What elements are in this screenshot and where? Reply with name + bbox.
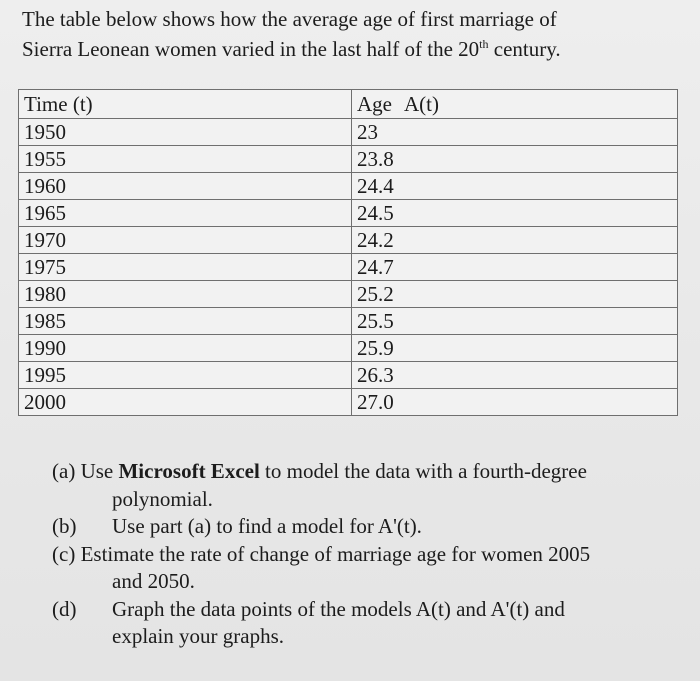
question-a	[52, 458, 682, 513]
question-d-text: Graph the data points of the models A(t) and A'(t) and	[112, 596, 565, 621]
cell-age: 23	[352, 119, 678, 146]
question-a-label: (a)	[52, 459, 81, 483]
intro-line-2-text: Sierra Leonean women varied in the last half of the 20	[22, 37, 480, 61]
question-c-line	[52, 542, 590, 566]
question-a-continuation: polynomial.	[112, 486, 213, 511]
cell-time: 1995	[19, 362, 352, 389]
intro-line-1: The table below shows how the average age of first marriage of	[22, 7, 557, 31]
question-b-text: Use part (a) to find a model for A'(t).	[112, 514, 422, 538]
table-row	[19, 254, 678, 281]
cell-age: 24.5	[352, 200, 678, 227]
intro-line-2	[22, 34, 682, 64]
question-d-label: (d)	[52, 596, 77, 621]
question-c	[52, 541, 682, 596]
question-d-continuation: explain your graphs.	[112, 624, 285, 648]
table-header-row	[19, 90, 678, 119]
cell-age: 24.7	[352, 254, 678, 281]
table-row	[19, 362, 678, 389]
header-age-function: A(t)	[404, 92, 439, 116]
table-row	[19, 146, 678, 173]
cell-time: 1990	[19, 335, 352, 362]
cell-age: 25.5	[352, 308, 678, 335]
question-d-line	[52, 596, 682, 624]
cell-age: 24.4	[352, 173, 678, 200]
ordinal-suffix: th	[479, 37, 489, 51]
marriage-age-table	[18, 89, 678, 416]
table-row	[19, 200, 678, 227]
header-age	[352, 90, 678, 119]
question-d	[52, 596, 682, 651]
cell-time: 2000	[19, 389, 352, 416]
cell-time: 1980	[19, 281, 352, 308]
cell-age: 23.8	[352, 146, 678, 173]
cell-age: 24.2	[352, 227, 678, 254]
intro-line-2-end: century.	[488, 37, 561, 61]
table-row	[19, 119, 678, 146]
intro-text	[22, 4, 682, 64]
question-a-bold: Microsoft Excel	[118, 459, 260, 483]
question-c-label: (c)	[52, 541, 81, 566]
question-list	[52, 458, 682, 651]
question-b-label: (b)	[52, 514, 77, 538]
table-row	[19, 281, 678, 308]
question-c-text: Estimate the rate of change of marriage age for women 2005	[80, 541, 591, 566]
cell-time: 1985	[19, 308, 352, 335]
cell-time: 1970	[19, 227, 352, 254]
question-b	[52, 513, 682, 541]
cell-age: 26.3	[352, 362, 678, 389]
table-row	[19, 335, 678, 362]
table-row	[19, 389, 678, 416]
cell-time: 1950	[19, 119, 352, 146]
header-time: Time (t)	[19, 90, 352, 119]
cell-age: 27.0	[352, 389, 678, 416]
cell-age: 25.2	[352, 281, 678, 308]
cell-age: 25.9	[352, 335, 678, 362]
cell-time: 1975	[19, 254, 352, 281]
header-age-label: Age	[357, 92, 392, 116]
question-a-line	[52, 459, 587, 483]
table-row	[19, 308, 678, 335]
table-row	[19, 173, 678, 200]
question-a-text-post: to model the data with a fourth-degree	[259, 459, 587, 483]
cell-time: 1965	[19, 200, 352, 227]
cell-time: 1960	[19, 173, 352, 200]
cell-time: 1955	[19, 146, 352, 173]
table-row	[19, 227, 678, 254]
question-a-text-pre: Use	[80, 459, 119, 483]
question-c-continuation: and 2050.	[112, 569, 195, 593]
